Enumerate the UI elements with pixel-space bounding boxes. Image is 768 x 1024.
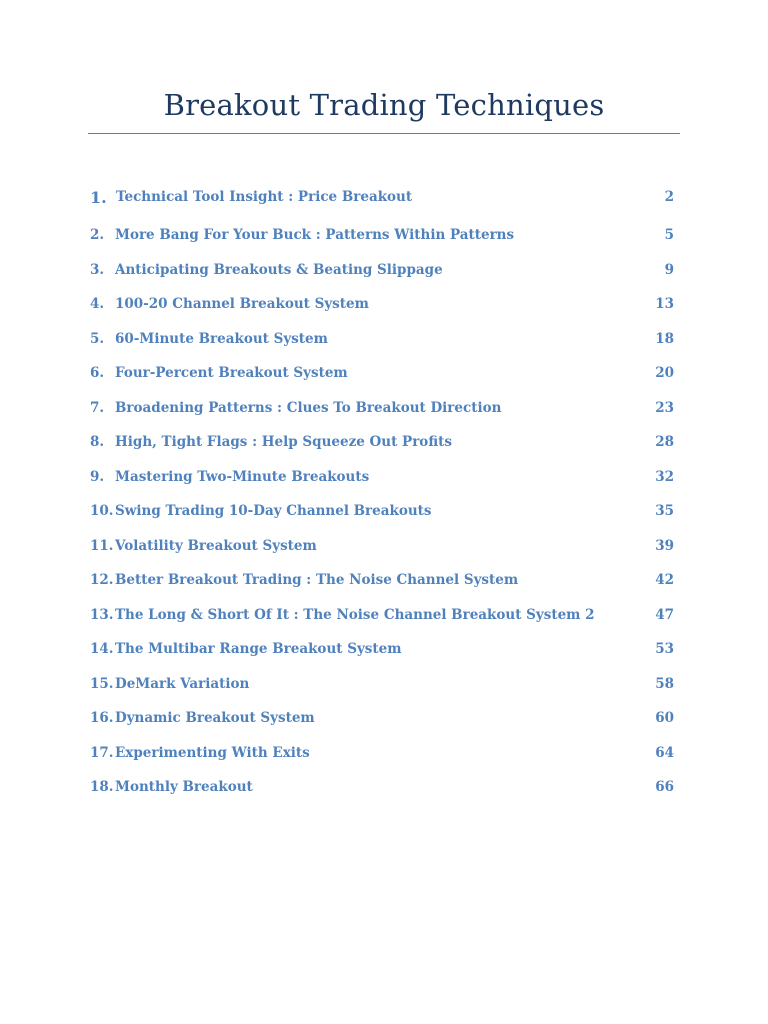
toc-entry-number: 2.: [90, 227, 105, 244]
toc-entry-page: 39: [655, 537, 674, 554]
toc-entry[interactable]: [90, 563, 674, 598]
toc-entry-title: Broadening Patterns : Clues To Breakout Direction: [115, 399, 502, 416]
toc-entry-title: Better Breakout Trading : The Noise Channel System: [115, 572, 519, 589]
toc-entry-page: 35: [655, 503, 674, 520]
toc-entry-page: 32: [655, 468, 674, 485]
toc-entry-number: 11.: [90, 537, 114, 554]
toc-entry[interactable]: [90, 494, 674, 529]
toc-entry[interactable]: [90, 253, 674, 288]
toc-entry-title: Swing Trading 10-Day Channel Breakouts: [115, 503, 432, 520]
toc-entry-title: Dynamic Breakout System: [115, 710, 315, 727]
toc-entry-page: 18: [655, 330, 674, 347]
toc-entry[interactable]: [90, 218, 674, 253]
toc-entry-page: 9: [664, 261, 674, 278]
toc-entry-page: 13: [655, 296, 674, 313]
toc-entry-title: 100-20 Channel Breakout System: [115, 296, 369, 313]
toc-entry-title: Monthly Breakout: [115, 779, 253, 796]
toc-entry[interactable]: [90, 632, 674, 667]
toc-entry-title: Experimenting With Exits: [115, 744, 310, 761]
toc-entry-number: 15.: [90, 675, 114, 692]
toc-entry-title: Technical Tool Insight : Price Breakout: [116, 189, 413, 205]
toc-entry[interactable]: [90, 770, 674, 805]
toc-entry-page: 42: [655, 572, 674, 589]
toc-entry[interactable]: [90, 184, 674, 210]
toc-entry[interactable]: [90, 598, 674, 633]
toc-entry-title: 60-Minute Breakout System: [115, 330, 328, 347]
toc-entry-page: 47: [655, 606, 674, 623]
toc-entry-number: 17.: [90, 744, 114, 761]
toc-entry-number: 7.: [90, 399, 105, 416]
toc-entry-page: 66: [655, 779, 674, 796]
toc-entry-title: Four-Percent Breakout System: [115, 365, 348, 382]
toc-entry-title: Mastering Two-Minute Breakouts: [115, 468, 370, 485]
toc-entry-number: 5.: [90, 330, 105, 347]
toc-entry[interactable]: [90, 287, 674, 322]
toc-entry-page: 58: [655, 675, 674, 692]
page-title: Breakout Trading Techniques: [163, 88, 605, 122]
toc-entry-page: 64: [655, 744, 674, 761]
toc-entry-title: The Long & Short Of It : The Noise Channel Breakout System 2: [115, 606, 595, 623]
toc-entry[interactable]: [90, 529, 674, 564]
toc-entry-number: 10.: [90, 503, 114, 520]
toc-entry-number: 4.: [90, 296, 105, 313]
toc-entry-title: Volatility Breakout System: [115, 537, 317, 554]
toc-entry[interactable]: [90, 667, 674, 702]
title-divider: [88, 133, 680, 134]
toc-entry-page: 28: [655, 434, 674, 451]
toc-entry[interactable]: [90, 356, 674, 391]
toc-entry-number: 12.: [90, 572, 114, 589]
toc-entry[interactable]: [90, 425, 674, 460]
table-of-contents: [90, 184, 674, 805]
toc-entry-number: 3.: [90, 261, 105, 278]
toc-entry-page: 20: [655, 365, 674, 382]
toc-entry-title: The Multibar Range Breakout System: [115, 641, 402, 658]
toc-entry-page: 2: [664, 189, 674, 205]
toc-entry-number: 8.: [90, 434, 105, 451]
toc-entry[interactable]: [90, 460, 674, 495]
toc-entry-page: 53: [655, 641, 674, 658]
toc-entry-number: 16.: [90, 710, 114, 727]
toc-entry-number: 14.: [90, 641, 114, 658]
toc-entry[interactable]: [90, 322, 674, 357]
toc-entry-number: 18.: [90, 779, 114, 796]
toc-entry-title: More Bang For Your Buck : Patterns Within Patterns: [115, 227, 515, 244]
toc-entry-title: High, Tight Flags : Help Squeeze Out Profits: [115, 434, 452, 451]
toc-entry-number: 1.: [90, 187, 107, 207]
toc-entry-page: 60: [655, 710, 674, 727]
toc-entry-number: 6.: [90, 365, 105, 382]
toc-entry[interactable]: [90, 701, 674, 736]
toc-entry-title: DeMark Variation: [115, 675, 250, 692]
toc-entry-page: 23: [655, 399, 674, 416]
toc-entry-page: 5: [664, 227, 674, 244]
toc-entry-number: 9.: [90, 468, 105, 485]
toc-entry-title: Anticipating Breakouts & Beating Slippage: [115, 261, 443, 278]
toc-entry[interactable]: [90, 736, 674, 771]
toc-entry-number: 13.: [90, 606, 114, 623]
toc-entry[interactable]: [90, 391, 674, 426]
